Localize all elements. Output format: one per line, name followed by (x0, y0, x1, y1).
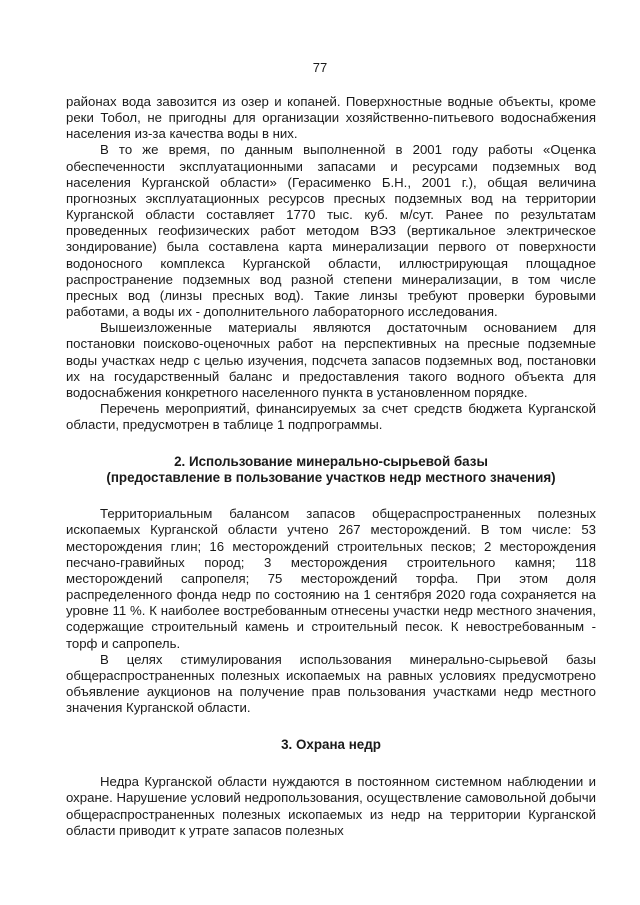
page-number: 77 (312, 60, 328, 75)
spacer (66, 716, 596, 737)
document-body (66, 94, 596, 839)
section-2-heading-line-1: 2. Использование минерально-сырьевой базы (174, 454, 488, 470)
intro-paragraph-2: В то же время, по данным выполненной в 2001 году работы «Оценка обеспеченности эксплуатационными запасами и ресурсами подземных вод населения Курганской области» (Герасименко Б.Н., 2001 г.), общая величина прогнозных эксплуатационных ресурсов пресных подземных вод на территории Курганской области составляет 1770 тыс. куб. м/сут. Ранее по результатам проведенных геофизических работ методом ВЭЗ (вертикальное электрическое зондирование) была составлена карта минерализации первого от поверхности водоносного комплекса Курганской области, иллюстрирующая площадное распространение подземных вод разной степени минерализации, в том числе пресных вод (линзы пресных вод). Такие линзы требуют проверки буровыми работами, а воды их - дополнительного лабораторного исследования. (66, 142, 596, 320)
intro-paragraph-3: Вышеизложенные материалы являются достаточным основанием для постановки поисково-оценочных работ на перспективных на пресные подземные воды участках недр с целью изучения, подсчета запасов подземных вод, постановки их на государственный баланс и предоставления такого водного объекта для водоснабжения конкретного населенного пункта в установленном порядке. (66, 320, 596, 400)
intro-paragraph-1: районах вода завозится из озер и копаней. Поверхностные водные объекты, кроме реки Тобол, не пригодны для организации хозяйственно-питьевого водоснабжения населения из-за качества воды в них. (66, 94, 596, 142)
spacer (66, 753, 596, 774)
spacer (66, 433, 596, 454)
section-2-paragraph-2: В целях стимулирования использования минерально-сырьевой базы общераспространенных полезных ископаемых на равных условиях предусмотрено объявление аукционов на получение прав пользования участками недр местного значения Курганской области. (66, 651, 596, 716)
spacer (66, 486, 596, 506)
section-2-heading (66, 454, 596, 486)
section-3-heading: 3. Охрана недр (281, 737, 381, 753)
section-3-paragraph-1: Недра Курганской области нуждаются в постоянном системном наблюдении и охране. Нарушение условий недропользования, осуществление самовольной добычи общераспространенных полезных ископаемых из недр на территории Курганской области приводит к утрате запасов полезных (66, 774, 596, 838)
section-2-paragraph-1: Территориальным балансом запасов общераспространенных полезных ископаемых Курганской области учтено 267 месторождений. В том числе: 53 месторождения глин; 16 месторождений строительных песков; 2 месторождения песчано-гравийных пород; 3 месторождения строительного камня; 118 месторождений сапропеля; 75 месторождений торфа. При этом доля распределенного фонда недр по состоянию на 1 сентября 2020 года сохраняется на уровне 11 %. К наиболее востребованным отнесены участки недр местного значения, содержащие строительный камень и строительный песок. К невостребованным - торф и сапропель. (66, 506, 596, 651)
intro-paragraph-4: Перечень мероприятий, финансируемых за счет средств бюджета Курганской области, предусмотрен в таблице 1 подпрограммы. (66, 400, 596, 433)
section-2-heading-line-2: (предоставление в пользование участков недр местного значения) (106, 470, 556, 486)
